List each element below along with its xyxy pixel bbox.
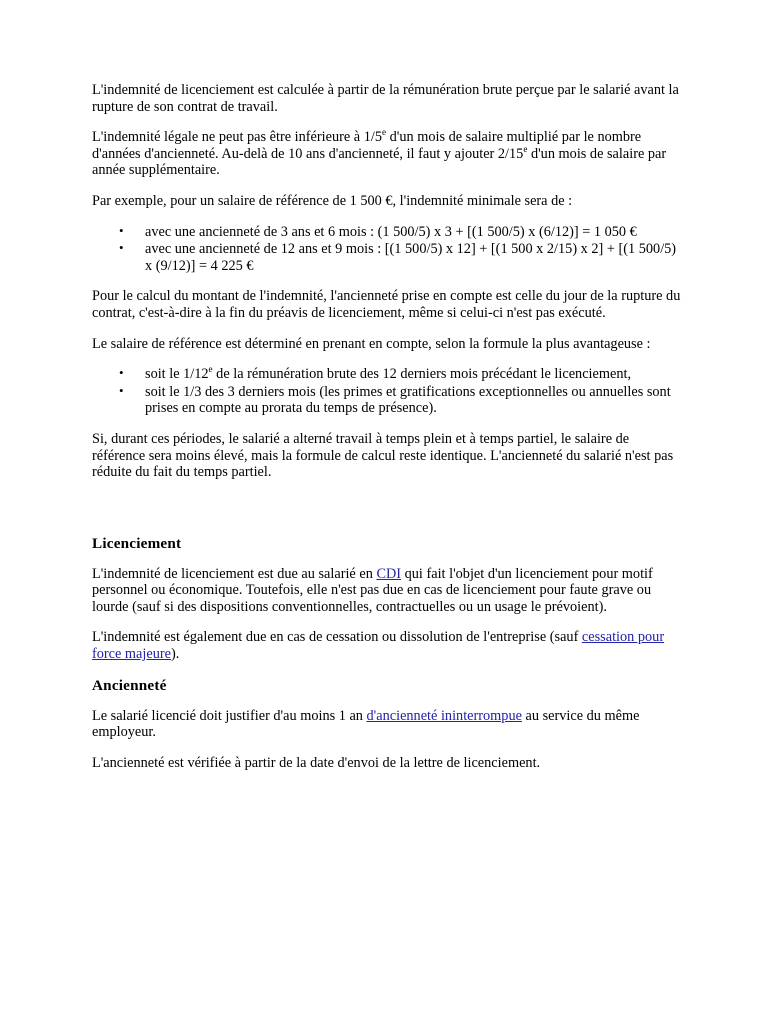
paragraph-anciennete-1 bbox=[92, 708, 682, 741]
licenciement-text-1: L'indemnité de licenciement est due au salarié en bbox=[92, 565, 377, 582]
anciennete-text-1: Le salarié licencié doit justifier d'au moins 1 an bbox=[92, 707, 367, 724]
paragraph-reference-salary-intro: Le salaire de référence est déterminé en prenant en compte, selon la formule la plus avantageuse : bbox=[92, 335, 651, 352]
document-body bbox=[92, 82, 682, 771]
legal-minimum-text-2: d'un mois de salaire multiplié par le nombre d'années d'ancienneté. Au-delà de 10 ans d'ancienneté, il faut y ajouter 2/15 bbox=[92, 129, 642, 162]
paragraph-example-intro: Par exemple, pour un salaire de référence de 1 500 €, l'indemnité minimale sera de : bbox=[92, 192, 573, 209]
paragraph-part-time: Si, durant ces périodes, le salarié a alterné travail à temps plein et à temps partiel, le salaire de référence sera moins élevé, mais la formule de calcul reste identique. L'ancienneté du salarié n'est pas réduite du fait du temps partiel. bbox=[92, 430, 674, 481]
reference-salary-bullet-list bbox=[92, 366, 682, 417]
list-item: • soit le 1/3 des 3 derniers mois (les primes et gratifications exceptionnelles ou annuelles sont prises en compte au prorata du temps de présence). bbox=[145, 384, 682, 417]
heading-licenciement: Licenciement bbox=[92, 534, 182, 552]
licenciement-text-2: qui fait l'objet d'un licenciement pour motif personnel ou économique. Toutefois, elle n'est pas due en cas de licenciement pour faute grave ou lourde (sauf si des dispositions conventionnelles, contractuelles ou un usage le prévoient). bbox=[92, 565, 653, 615]
paragraph-legal-minimum bbox=[92, 129, 682, 179]
link-cessation-force-majeure[interactable]: cessation pour force majeure bbox=[92, 629, 665, 663]
list-item: • avec une ancienneté de 12 ans et 9 mois : [(1 500/5) x 12] + [(1 500 x 2/15) x 2] + [(1 500/5) x (9/12)] = 4 225 € bbox=[145, 241, 682, 274]
link-anciennete-ininterrompue[interactable]: d'ancienneté ininterrompue bbox=[366, 707, 522, 724]
superscript-ordinal-fifteenth: e bbox=[523, 144, 528, 155]
reference-bullet-text-1: soit le 1/12 bbox=[145, 366, 209, 383]
paragraph-licenciement-2 bbox=[92, 629, 682, 662]
link-cdi[interactable]: CDI bbox=[376, 565, 402, 582]
paragraph-seniority-reference: Pour le calcul du montant de l'indemnité, l'ancienneté prise en compte est celle du jour de la rupture du contrat, c'est-à-dire à la fin du préavis de licenciement, même si celui-ci n'est pas exécuté. bbox=[92, 288, 681, 321]
superscript-ordinal-fifth: e bbox=[381, 127, 387, 138]
anciennete-text-2: au service du même employeur. bbox=[92, 707, 640, 741]
paragraph-intro-calculation: L'indemnité de licenciement est calculée à partir de la rémunération brute perçue par le salarié avant la rupture de son contrat de travail. bbox=[92, 82, 679, 115]
example-bullet-list bbox=[92, 224, 682, 275]
list-item bbox=[145, 366, 682, 383]
superscript-ordinal-twelfth: e bbox=[208, 364, 213, 375]
list-item: • avec une ancienneté de 3 ans et 6 mois : (1 500/5) x 3 + [(1 500/5) x (6/12)] = 1 050 € bbox=[145, 224, 682, 241]
section-spacer bbox=[92, 495, 682, 535]
cessation-text-2: ). bbox=[170, 646, 180, 663]
legal-minimum-text-3: d'un mois de salaire par année supplémentaire. bbox=[92, 145, 667, 179]
legal-minimum-text-1: L'indemnité légale ne peut pas être inférieure à 1/5 bbox=[92, 129, 382, 146]
paragraph-anciennete-2: L'ancienneté est vérifiée à partir de la date d'envoi de la lettre de licenciement. bbox=[92, 754, 541, 771]
paragraph-licenciement-1 bbox=[92, 566, 682, 616]
reference-bullet-text-2: de la rémunération brute des 12 derniers mois précédant le licenciement, bbox=[212, 366, 632, 383]
heading-anciennete: Ancienneté bbox=[92, 676, 167, 694]
cessation-text-1: L'indemnité est également due en cas de cessation ou dissolution de l'entreprise (sauf bbox=[92, 629, 582, 646]
